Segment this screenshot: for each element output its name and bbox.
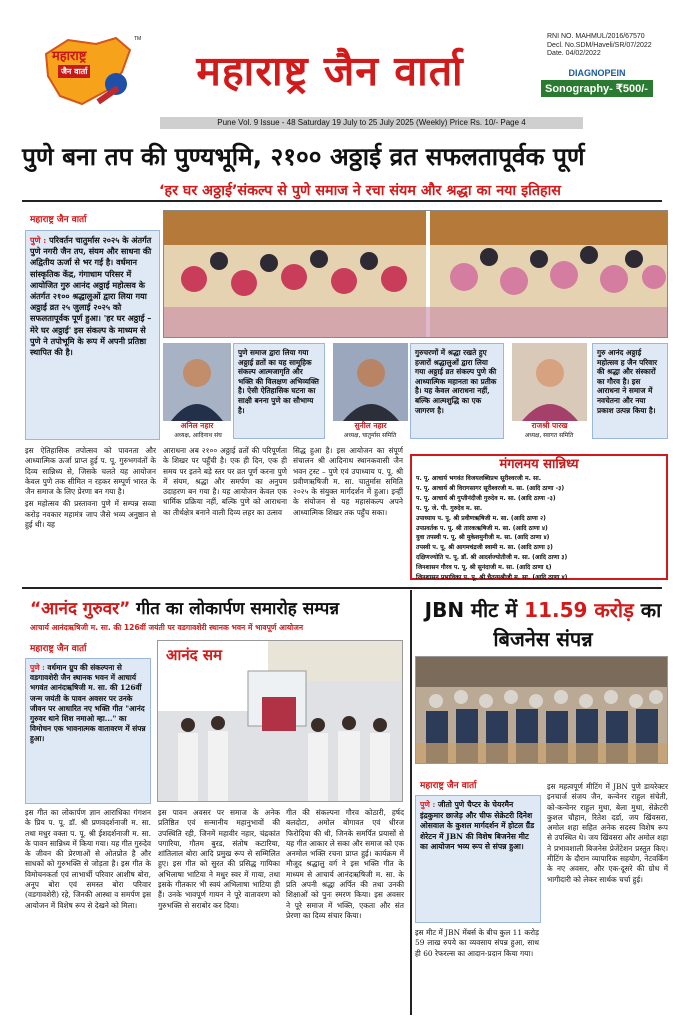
divider (22, 200, 662, 202)
brand-tag: महाराष्ट्र जैन वार्ता (30, 215, 87, 225)
ad-brand: DIAGNOPEIN (568, 68, 626, 78)
story2-photo (157, 640, 403, 802)
paragraph: इस महोत्सव की प्रस्तावना पुणे में सम्पन्न सव्वा करोड़ नवकार महामंत्र जाप जैसे भव्य अनुष्ठान से हुई थी। यह (25, 499, 156, 530)
mangalmay-line: जिनशासन प्रभाविका प. पू. श्री चैतन्यश्रीजी म. सा. (आदि ठाणा ४) (416, 574, 568, 582)
mangalmay-line: उपाध्याय प. पू. श्री प्रवीणऋषिजी म. सा. (आदि ठाणा २) (416, 514, 546, 522)
story3-photo (415, 656, 668, 764)
story2-col2: इस पावन अवसर पर समाज के अनेक प्रतिष्ठित एवं सन्मानीय महानुभावों की उपस्थिति रही, जिनमें महावीर नहार, चंद्रकांत पगारिया, गौतम बुरड, संतोष कटारिया, शांतिलाल बोरा आदि प्रमुख रूप से सम्मिलित हुए। इस गीत को सुरत की प्रसिद्ध गायिका अभिलाषा भाटिया ने मधुर स्वर में गाया, तथा इसके गीतकार भी स्वयं अभिलाषा भाटिया ही हैं। उनके भावपूर्ण गायन ने पूरे वातावरण को गुरुभक्ति से सराबोर कर दिया। (158, 808, 280, 910)
lead-intro: परिवर्तन चातुर्मास २०२५ के अंतर्गत पुणे नगरी जैन तप, संयम और साधना की अद्वितीय ऊर्जा से भर गई है। वर्धमान सांस्कृतिक केंद्र, गंगाधाम परिसर में आयोजित गुरु आनंद अठ्ठाई महोत्सव के अंतर्गत २१०० श्रद्धालुओं द्वारा लिया गया अठ्ठाई व्रत २५ जुलाई २०२५ को सफलतापूर्वक पूर्ण हुआ। 'हर घर अठ्ठाई – मेरे घर अठ्ठाई' इस संकल्प के माध्यम से पुणे ने तपोभूमि के रूप में अपनी प्रतिष्ठा स्थापित की है। (30, 235, 152, 358)
mangalmay-line: जिनशासन गौरव प. पू. श्री सुनंदाजी म. सा. (आदि ठाणा ६) (416, 564, 552, 572)
headline-part: JBN मीट में (424, 598, 525, 622)
mangalmay-list (412, 474, 666, 583)
story3-intro-box (415, 795, 541, 923)
story3-headline (418, 596, 668, 623)
portrait-sunil (333, 343, 408, 421)
lead-intro-box (25, 230, 160, 440)
mangalmay-line: प. पू. आचार्य श्री गुप्तीनंदीजी गुरुदेव म. सा. (आदि ठाणा -३) (416, 494, 556, 502)
story2-col3: गीत की संकल्पना गौरव कोठारी, हर्षद बलदोटा, अमोल बोगावत एवं धीरज फिरोदिया की थी, जिनके समर्पित प्रयासों से यह गीत आकार ले सका और समाज को एक अनमोल भक्ति रचना प्राप्त हुई। कार्यक्रम में मौजूद श्रद्धालु वर्ग ने इस भक्ति गीत के माध्यम से आचार्य आनंदऋषिजी म. सा. के प्रति अपनी श्रद्धा अर्पित की तथा उनकी शिक्षाओं को पुनः स्मरण किया। इस अवसर ने पूरे समाज में भक्ति, एकता और संत प्रेरणा का दिव्य संचार किया। (286, 808, 404, 920)
newspaper-logo (38, 32, 142, 112)
reg-line: Date. 04/02/2022 (547, 50, 601, 57)
mangalmay-line: दक्षिणज्योति प. पू. डॉ. श्री आदर्शज्योतीजी म. सा. (आदि ठाणा ३) (416, 554, 568, 562)
mangalmay-line: प. पू. आचार्य श्री विरागसागर सूरीश्वरजी म. सा. (आदि ठाणा -३) (416, 484, 565, 492)
logo-text-bottom: जैन वार्ता (58, 65, 90, 78)
mangalmay-line: तपस्वी प. पू. श्री आगमचंद्रजी स्वामी म. सा. (आदि ठाणा ३) (416, 544, 553, 552)
quote-box: पुणे समाज द्वारा लिया गया अठ्ठाई व्रतों का यह सामूहिक संकल्प आत्मजागृति और भक्ति की विलक्षण अभिव्यक्ति है। ऐसी ऐतिहासिक घटना का साक्षी बनना पुणे का सौभाग्य है। (233, 343, 325, 439)
mangalmay-line: प. पू. जे. पी. गुरुदेव म. सा. (416, 504, 483, 512)
mangalmay-title: मंगलमय सान्निध्य (499, 457, 579, 472)
mangalmay-box (410, 454, 668, 580)
story2-headline (30, 596, 339, 619)
column-rule (410, 590, 412, 1015)
dateline-ribbon: Pune Vol. 9 Issue - 48 Saturday 19 July to 25 July 2025 (Weekly) Price Rs. 10/- Page 4 (160, 117, 583, 129)
lead-headline: पुणे बना तप की पुण्यभूमि, २१०० अठ्ठाई व्रत सफलतापूर्वक पूर्ण (22, 142, 585, 171)
person-name: राजश्री पारख (531, 421, 568, 430)
lead-col2: आराधना अब २१०० अठ्ठाई व्रतों की परिपूर्णता के शिखर पर पहुँची है। एक ही दिन, एक ही समय पर इतने बड़े स्तर पर व्रत पूर्ण करना पुणे में संयम, श्रद्धा और समर्पण का अनुपम उदाहरण बन गया है। यह आयोजन केवल एक धार्मिक प्रक्रिया नहीं, बल्कि पुणे को आराधना का तीर्थक्षेत्र बनाने वाली दिव्य लहर का उत्सव (163, 446, 287, 517)
lead-col1 (25, 446, 156, 530)
brand-tag: महाराष्ट्र जैन वार्ता (30, 644, 87, 654)
masthead-title: महाराष्ट्र जैन वार्ता (196, 47, 464, 95)
banner-text: आनंद सम (166, 646, 222, 664)
quote-box: गुरुचरणों में श्रद्धा रखते हुए हजारों श्रद्धालुओं द्वारा लिया गया अठ्ठाई व्रत संकल्प पुणे की आध्यात्मिक महानता का प्रतीक है। यह केवल आराधना नहीं, बल्कि आत्मशुद्धि का एक जागरण है। (410, 343, 504, 439)
story3-intro: जीतो पुणे चैप्टर के चेयरमैन इंद्रकुमार छाजेड़ और चीफ सेक्रेटरी दिनेश ओसवाल के कुशल मार्गदर्शन में होटल ग्रैंड शेरेटन में JBN की विशेष बिजनेस मीट का आयोजन भव्य रूप से संपन्न हुआ। (420, 800, 535, 852)
story2-subhead: आचार्य आनंदऋषिजी म. सा. की 126वीं जयंती पर वडगावशेरी स्थानक भवन में भावपूर्ण आयोजन (30, 623, 304, 632)
mangalmay-line: युवा तपस्वी प. पू. श्री मुकेशमुनीजी म. सा. (आदि ठाणा ४) (416, 534, 550, 542)
person-role: अध्यक्ष, आदिनाथ संघ (174, 432, 222, 439)
dateline-city: पुणे : (30, 235, 47, 245)
person-role: अध्यक्ष, चातुर्मास समिति (343, 432, 397, 439)
portrait-rajshri (512, 343, 587, 421)
brand-tag: महाराष्ट्र जैन वार्ता (420, 781, 477, 791)
story3-headline-2: बिजनेस संपन्न (493, 627, 593, 651)
story2-col1: इस गीत का लोकार्पण ज्ञान आराधिका गंगशन के प्रिय प. पू. डॉ. श्री प्रणवदर्शनाजी म. सा. तथा मधुर वक्ता प. पू. श्री ईशदर्शनाजी म. सा. के पावन सान्निध्य में किया गया। यह गीत गुरुदेव के जीवन की प्रेरणाओं से ओतप्रोत है और साधकों को गुरुभक्ति से जोड़ता है। इस गीत के विमोचनकर्ता एवं लाभार्थी परिवार आशीष बोरा, अनूप बोरा एवं समस्त बोरा परिवार (वडगावशेरी) रहे, जिनकी आस्था व समर्पण इस आयोजन में विशेष रूप से देखने को मिला। (25, 808, 151, 910)
lead-photo (163, 210, 668, 338)
dateline-city: पुणे : (420, 800, 436, 809)
person-name: सुनील नहार (354, 421, 387, 430)
headline-amount: 11.59 करोड़ (524, 598, 634, 622)
paragraph: इस ऐतिहासिक तपोत्सव को पावनता और आध्यात्मिक ऊर्जा प्राप्त हुई प. पू. गुरुभगवंतों के दिव्य सान्निध्य से, जिसके चलते यह आयोजन केवल पुणे तक सीमित न रहकर सम्पूर्ण भारत के जैन समाज के लिए प्रेरणा बन गया है। (25, 446, 156, 497)
logo-trademark: TM (134, 36, 142, 42)
person-role: अध्यक्ष, स्वागत समिति (524, 432, 574, 439)
headline-part: का (633, 598, 662, 622)
divider (22, 587, 662, 589)
headline-text: गीत का लोकार्पण समारोह सम्पन्न (136, 599, 340, 619)
story2-intro-box (25, 658, 151, 804)
story3-col1: इस मीट में JBN मेंबर्स के बीच कुल 11 करोड़ 59 लाख रुपये का व्यवसाय संपन्न हुआ, साथ ही 60 रेफरल्स का आदान-प्रदान किया गया। (415, 928, 539, 958)
story3-col2: इस महत्वपूर्ण मीटिंग में JBN पुणे डायरेक्टर इनचार्ज संजय जैन, कन्वेनर राहुल संचेती, को-कन्वेनर राहुल मुथा, बेला मुथा, सेक्रेटरी कुशल चौहान, रितेश दर्डा, जय खिंवसरा, अमोल शहा सहित अनेक सदस्य विशेष रूप से उपस्थित थे। जय खिंवसरा और अमोल शहा ने प्रभावशाली बिजनेस प्रेजेंटेशन प्रस्तुत किए। मीटिंग के दौरान व्यापारिक सहयोग, नेटवर्किंग के नए अवसर, और एक-दूसरे की ग्रोथ में भागीदारी को लेकर सार्थक चर्चा हुई। (547, 782, 669, 884)
dateline-city: पुणे : (30, 663, 45, 672)
registration-info (547, 33, 652, 59)
lead-subhead: ‘हर घर अठ्ठाई’संकल्प से पुणे समाज ने रचा संयम और श्रद्धा का नया इतिहास (159, 183, 561, 199)
quote-box: गुरु आनंद अठ्ठाई महोत्सव ह जैन परिवार की श्रद्धा और संस्कारों का गौरव है। इस आराधना ने समाज में नवचेतना और नया प्रकाश उत्पन्न किया है। (592, 343, 668, 439)
person-name: अनिल नहार (180, 421, 214, 430)
mangalmay-line: उपप्रवर्तक प. पू. श्री तारकऋषिजी म. सा. (आदि ठाणा ४) (416, 524, 548, 532)
portrait-anil (163, 343, 231, 421)
ad-offer: Sonography- ₹500/- (541, 80, 653, 97)
mangalmay-line: प. पू. आचार्य भगवंत विजयलब्धिप्रभ सूरीश्वरजी म. सा. (416, 475, 542, 482)
sonography-ad[interactable] (541, 68, 653, 100)
headline-quote: “आनंद गुरुवर” (30, 599, 131, 619)
reg-line: Decl. No.SDM/Haveli/SR/07/2022 (547, 41, 652, 49)
lead-col3: सिद्ध हुआ है। इस आयोजन का संपूर्ण संचालन श्री आदिनाथ स्थानकवासी जैन भवन ट्रस्ट – पुणे एवं उपाध्याय प. पू. श्री प्रवीणऋषिजी म. सा. चातुर्मास समिति २०२५ के संयुक्त मार्गदर्शन में हुआ। इन्हीं के संयोजन से यह महासंकल्प अपने आध्यात्मिक शिखर तक पहुँच सका। (293, 446, 403, 517)
story2-intro: वर्धमान ग्रुप की संकल्पना से वडगावशेरी जैन स्थानक भवन में आचार्य भगवंत आनंदऋषिजी म. सा. की 126वीं जन्म जयंती के पावन अवसर पर उनके जीवन पर आधारित नए भक्ति गीत "आनंद गुरुवर थाने शिश नमाओ म्हा..." का विमोचन एक भावनात्मक वातावरण में संपन्न हुआ। (30, 663, 146, 744)
reg-line: RNI NO. MAHMUL/2016/67570 (547, 33, 645, 40)
logo-text-top: महाराष्ट्र (52, 49, 87, 64)
